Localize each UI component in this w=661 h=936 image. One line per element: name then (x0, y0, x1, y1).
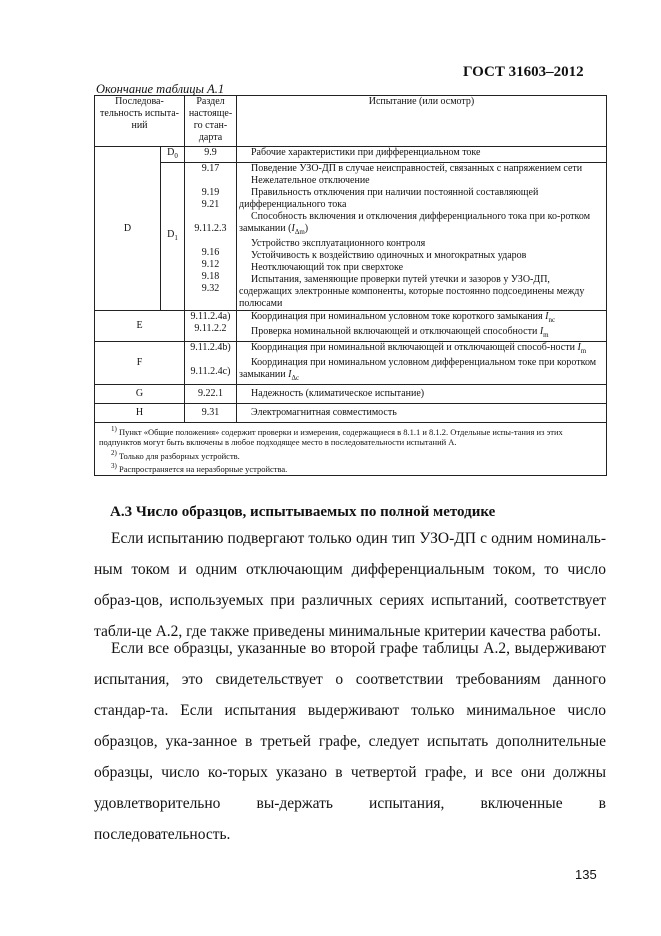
test-cell: Электромагнитная совместимость (237, 404, 607, 423)
header-sequence: Последова-тельность испыта-ний (95, 96, 185, 147)
sequence-g: G (95, 385, 185, 404)
sequence-d: D (95, 147, 161, 311)
table-row-g (95, 385, 607, 404)
test-cell: Координация при номинальной включающей и отключающей способ-ности $I_m$ Координация при номинальном условном дифференциальном токе при коротком замыкании $I_{\Delta c}$ (237, 342, 607, 385)
section-cell: 9.9 (185, 147, 237, 163)
section-cell: 9.11.2.4b) 9.11.2.4c) (185, 342, 237, 385)
note-3: $^{3)}$ Распространяется на неразборные устройства. (111, 462, 288, 474)
test-cell: Поведение УЗО-ДП в случае неисправностей, связанных с напряжением сети Нежелательное отключение Правильность отключения при наличии постоянной составляющей дифференциального тока Способность включения и отключения дифференциального тока при ко-ротком замыкании $(I_{\Delta m})$ Устройство эксплуатационного контроля Устойчивость к воздействию одиночных и многократных ударов Неотключающий ток при сверхтоке Испытания, заменяющие проверки путей утечки и зазоров у УЗО-ДП, содержащих электронные компоненты, которые постоянно подсоединены между полюсами (237, 163, 607, 311)
section-cell: 9.22.1 (185, 385, 237, 404)
test-cell: Рабочие характеристики при дифференциальном токе (237, 147, 607, 163)
test-cell: Надежность (климатическое испытание) (237, 385, 607, 404)
note-2: $^{2)}$ Только для разборных устройств. (111, 448, 240, 461)
table-header-row (95, 96, 607, 147)
table-row-h (95, 404, 607, 423)
note-1: $^{1)}$ Пункт «Общие положения» содержит проверки и измерения, содержащиеся в 8.1.1 и 8.1.2. Отдельные испы-тания из этих подпунктов могут быть включены в любое подходящее место в последовательности испытаний А. (99, 425, 563, 448)
test-sequence-table (94, 95, 607, 476)
section-cell: 9.17 9.19 9.21 9.11.2.3 9.16 9.12 9.18 9.32 (185, 163, 237, 311)
subsequence-d1: $D_1$ (161, 163, 185, 311)
subsequence-d0: $D_0$ (161, 147, 185, 163)
table-caption: Окончание таблицы А.1 (96, 82, 225, 96)
table-row-d1 (95, 163, 607, 311)
table-notes-row (95, 423, 607, 476)
table-row-e (95, 311, 607, 342)
section-cell: 9.11.2.4a) 9.11.2.2 (185, 311, 237, 342)
header-test: Испытание (или осмотр) (237, 96, 607, 147)
page-number: 135 (575, 867, 597, 882)
section-cell: 9.31 (185, 404, 237, 423)
table-row-d0 (95, 147, 607, 163)
table-notes (95, 423, 607, 476)
section-heading: А.3 Число образцов, испытываемых по полной методике (110, 504, 496, 520)
document-title: ГОСТ 31603–2012 (463, 64, 584, 80)
sequence-h: H (95, 404, 185, 423)
sequence-e: E (95, 311, 185, 342)
test-cell: Координация при номинальном условном токе короткого замыкания $I_{nc}$ Проверка номинальной включающей и отключающей способности $I_m$ (237, 311, 607, 342)
paragraph: Если испытанию подвергают только один тип УЗО-ДП с одним номиналь-ным током и одним отключающим дифференциальным током, то число образ-цов, используемых при различных сериях испытаний, соответствует табли-це А.2, где также приведены минимальные критерии качества работы. (94, 530, 606, 640)
table-row-f (95, 342, 607, 385)
header-section: Раздел настояще-го стан-дарта (185, 96, 237, 147)
sequence-f: F (95, 342, 185, 385)
paragraph: Если все образцы, указанные во второй графе таблицы А.2, выдерживают испытания, это свидетельствует о соответствии требованиям данного стандар-та. Если испытания выдерживают только минимальное число образцов, ука-занное в третьей графе, следует испытать дополнительные образцы, число ко-торых указано в четвертой графе, и все они должны удовлетворительно вы-держать испытания, включенные в последовательность. (94, 640, 606, 843)
